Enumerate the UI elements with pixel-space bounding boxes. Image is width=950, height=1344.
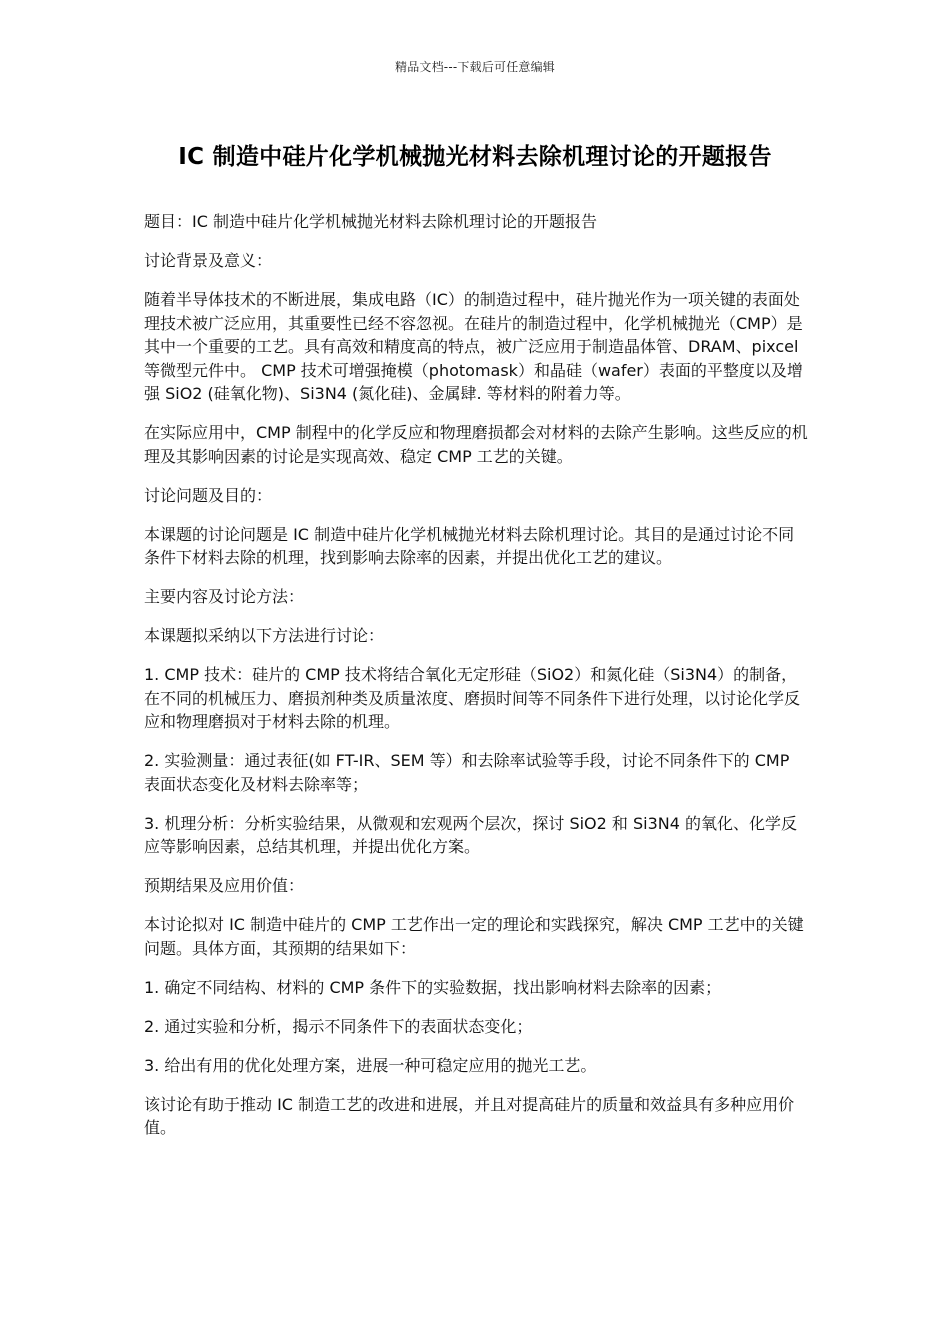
paragraph-application: 在实际应用中，CMP 制程中的化学反应和物理磨损都会对材料的去除产生影响。这些反应的机理及其影响因素的讨论是实现高效、稳定 CMP 工艺的关键。 xyxy=(144,423,808,466)
section-heading-methods: 主要内容及讨论方法： xyxy=(144,587,305,606)
section-heading-background: 讨论背景及意义： xyxy=(144,251,273,270)
paragraph-topic: 题目：IC 制造中硅片化学机械抛光材料去除机理讨论的开题报告 xyxy=(144,212,597,231)
list-item-result-3: 3. 给出有用的优化处理方案，进展一种可稳定应用的抛光工艺。 xyxy=(144,1055,597,1075)
paragraph-methods-intro: 本课题拟采纳以下方法进行讨论： xyxy=(144,626,385,645)
list-item-result-2: 2. 通过实验和分析，揭示不同条件下的表面状态变化； xyxy=(144,1016,533,1036)
section-heading-results: 预期结果及应用价值： xyxy=(144,876,305,895)
document-title: IC 制造中硅片化学机械抛光材料去除机理讨论的开题报告 xyxy=(178,144,772,170)
document-body xyxy=(144,210,810,1155)
list-item-result-1: 1. 确定不同结构、材料的 CMP 条件下的实验数据，找出影响材料去除率的因素； xyxy=(144,977,722,997)
page-header: 精品文档---下载后可任意编辑 xyxy=(395,60,555,74)
paragraph-results-intro: 本讨论拟对 IC 制造中硅片的 CMP 工艺作出一定的理论和实践探究，解决 CMP 工艺中的关键问题。具体方面，其预期的结果如下： xyxy=(144,915,804,958)
list-item-method-3: 3. 机理分析：分析实验结果，从微观和宏观两个层次，探讨 SiO2 和 Si3N4 的氧化、化学反应等影响因素，总结其机理，并提出优化方案。 xyxy=(144,813,798,856)
section-heading-problem: 讨论问题及目的： xyxy=(144,485,273,505)
list-item-method-1: 1. CMP 技术：硅片的 CMP 技术将结合氧化无定形硅（SiO2）和氮化硅（Si3N4）的制备，在不同的机械压力、磨损剂种类及质量浓度、磨损时间等不同条件下进行处理，以讨论化学反应和物理磨损对于材料去除的机理。 xyxy=(144,665,801,731)
list-item-method-2: 2. 实验测量：通过表征(如 FT-IR、SEM 等）和去除率试验等手段，讨论不同条件下的 CMP 表面状态变化及材料去除率等； xyxy=(144,751,790,794)
paragraph-background: 随着半导体技术的不断进展，集成电路（IC）的制造过程中，硅片抛光作为一项关键的表面处理技术被广泛应用，其重要性已经不容忽视。在硅片的制造过程中，化学机械抛光（CMP）是其中一个重要的工艺。具有高效和精度高的特点，被广泛应用于制造晶体管、DRAM、pixcel 等微型元件中。 CMP 技术可增强掩模（photomask）和晶硅（wafer）表面的平整度以及增强 SiO2 (硅氧化物)、Si3N4 (氮化硅)、金属肆. 等材料的附着力等。 xyxy=(144,290,803,403)
paragraph-problem: 本课题的讨论问题是 IC 制造中硅片化学机械抛光材料去除机理讨论。其目的是通过讨论不同条件下材料去除的机理，找到影响去除率的因素，并提出优化工艺的建议。 xyxy=(144,524,795,567)
paragraph-conclusion: 该讨论有助于推动 IC 制造工艺的改进和进展，并且对提高硅片的质量和效益具有多种应用价值。 xyxy=(144,1094,795,1137)
